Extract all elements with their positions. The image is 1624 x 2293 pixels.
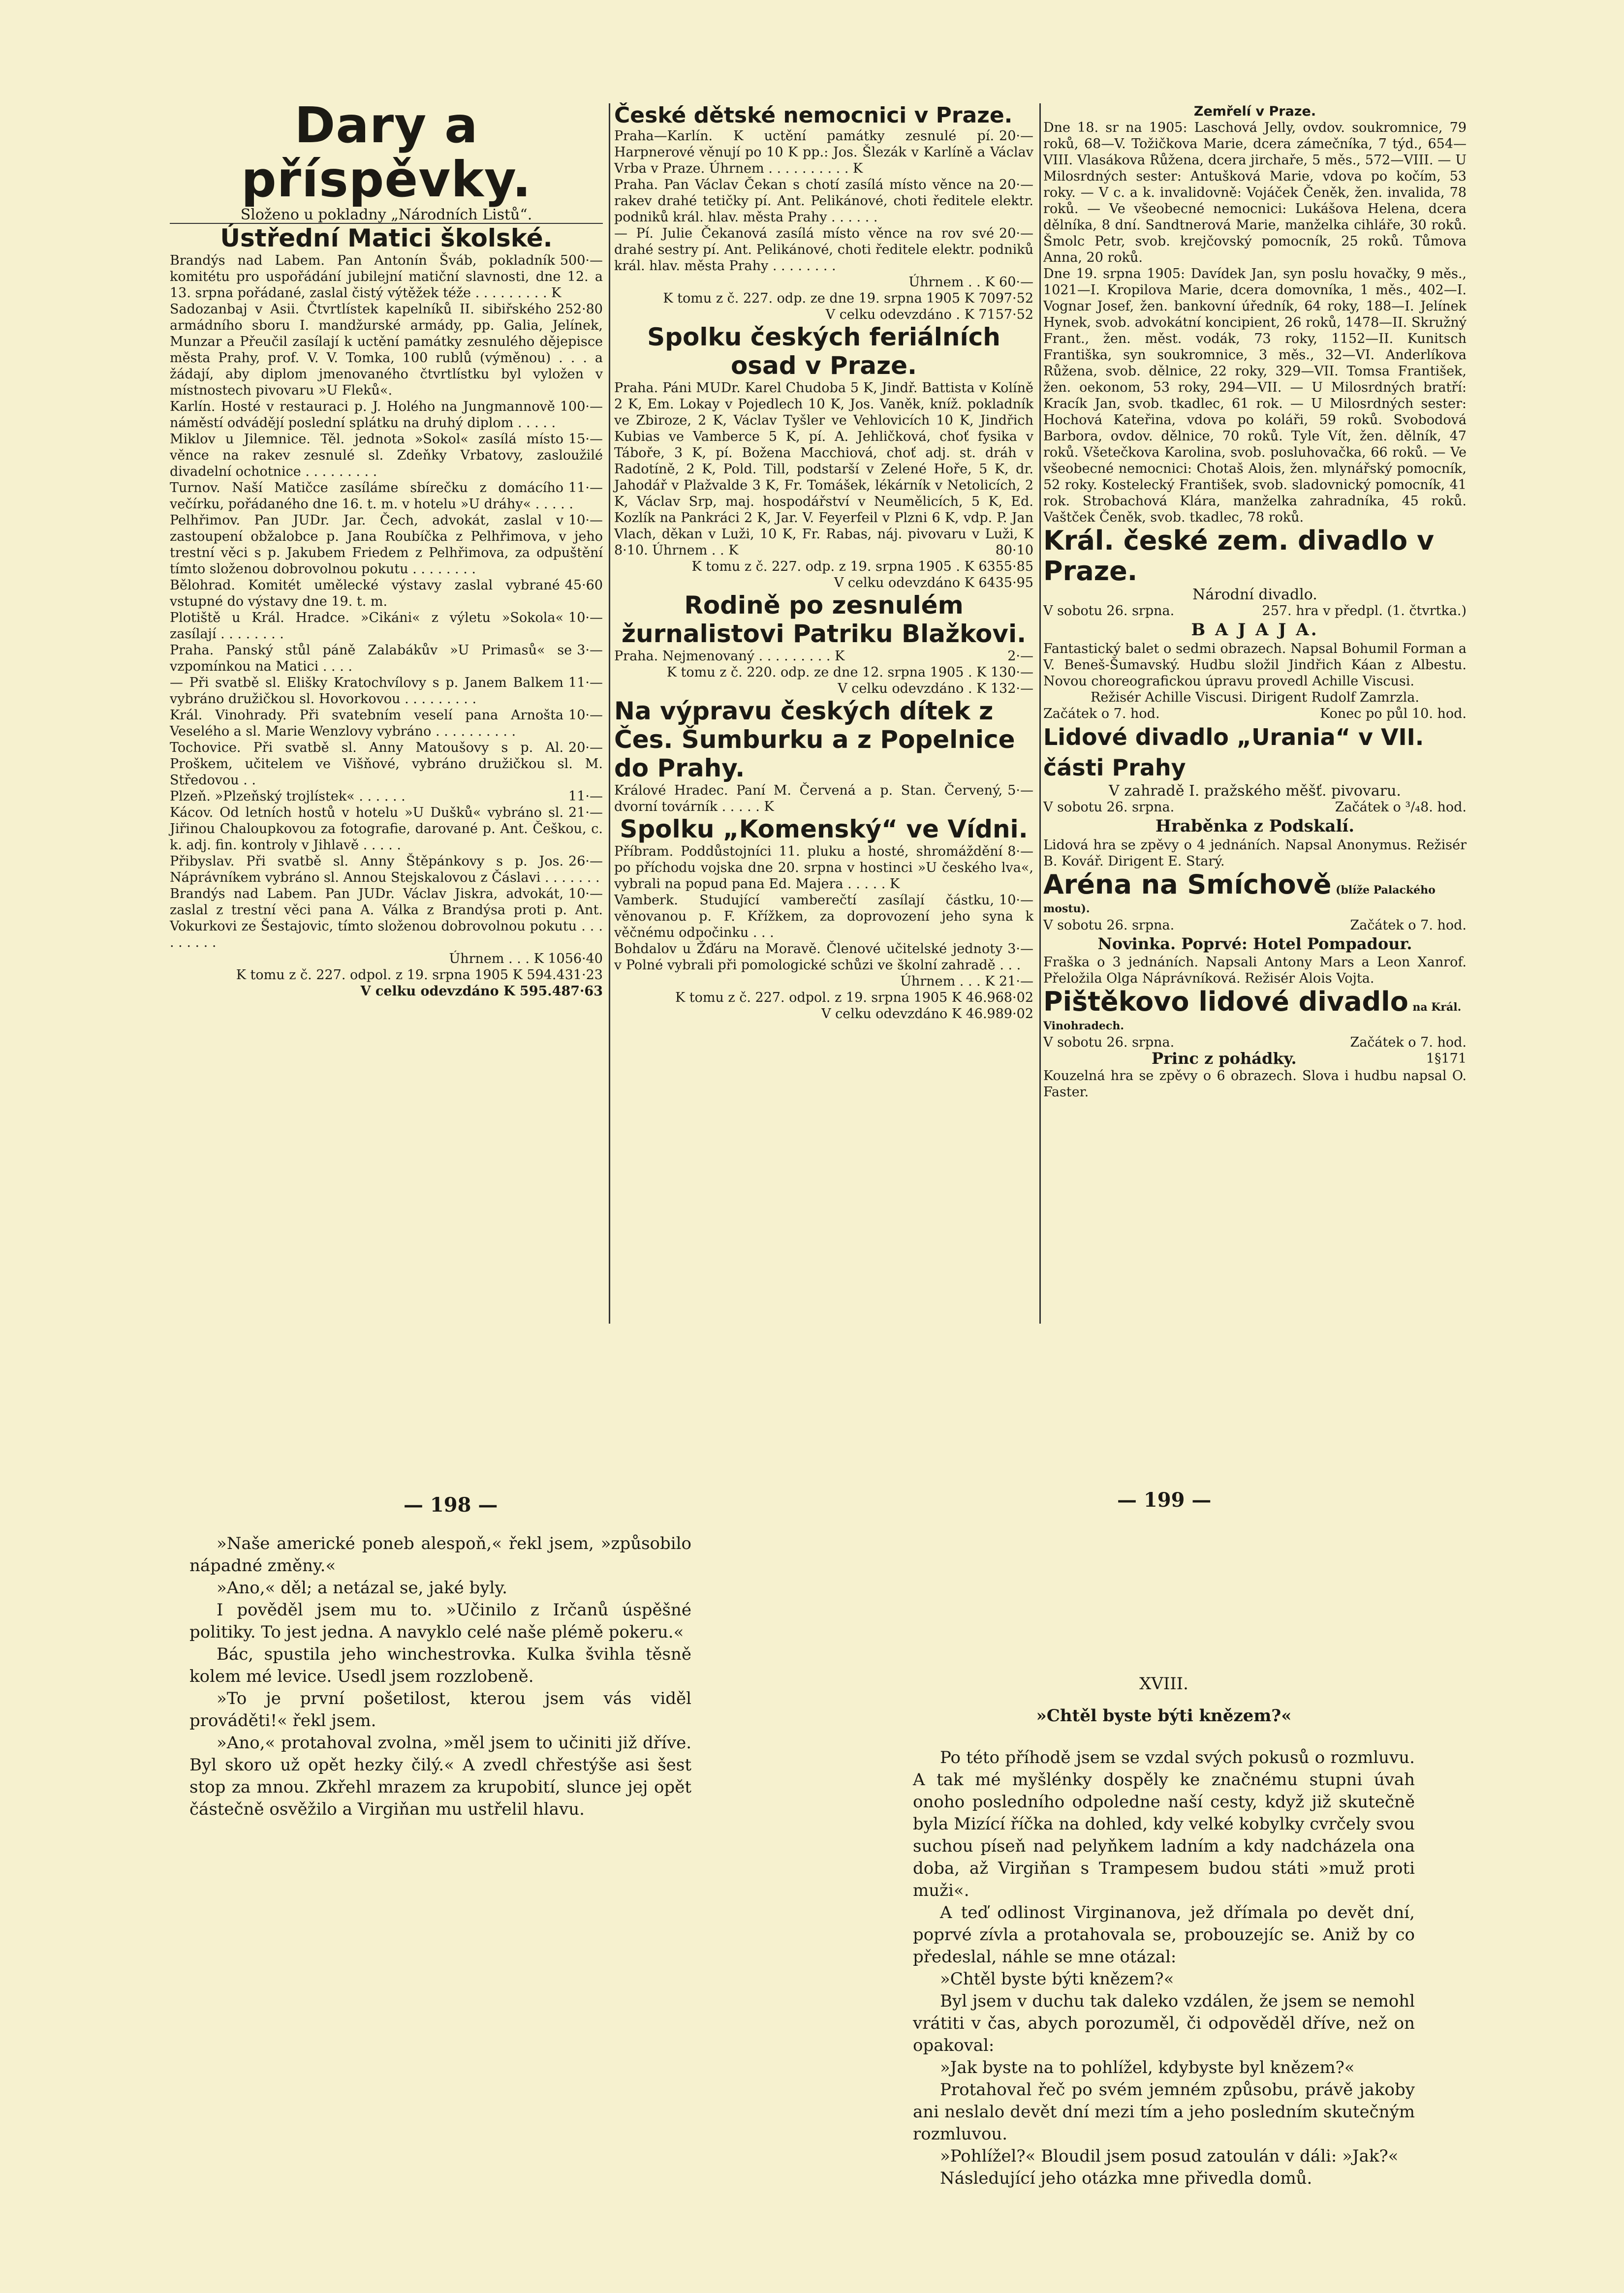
item-text: Miklov u Jilemnice. Těl. jednota »Sokol« zasílá místo věnce na rakev zesnulé sl. Zdeňky Vrbatovy, zasloužilé divadelní ochotnice . . . . . . . . . — [170, 432, 603, 479]
item-text: — Pí. Julie Čekanová zasílá místo věnce na rov své drahé sestry pí. Ant. Pelikánové, choti ředitele elektr. podniků král. hlav. města Prahy . . . . . . . . — [614, 226, 1033, 274]
play-title: Princ z pohádky. — [1152, 1049, 1297, 1068]
item-text: Pelhřimov. Pan JUDr. Jar. Čech, advokát, zaslal v zastoupení obžalobce p. Jana Roubíčka z Pelhřimova, v jeho trestní věci s p. Jakubem Friedem z Pelhřimova, za odpuštění tímto složenou dobrovolnou pokutu . . . . . . . . — [170, 513, 603, 577]
book-paragraph: A teď odlinost Virginanova, jež dřímala po devět dní, poprvé zívla a protahovala se, probouzejíc se. Aniž by co předeslal, náhle se mne otázal: — [913, 1903, 1415, 1967]
list-item — [614, 892, 1033, 941]
list-item — [170, 788, 603, 805]
play-credits: Režisér Achille Viscusi. Dirigent Rudolf Zamrzla. — [1091, 690, 1419, 705]
grand-total: V celku odevzdáno . K 132·— — [838, 681, 1033, 696]
item-text: Brandýs nad Labem. Pan JUDr. Václav Jiskra, advokát, zaslal z trestní věci pana A. Válka z Brandýsa proti p. Ant. Vokurkovi ze Šestajovic, tímto složenou dobrovolnou pokutu . . . . . . . . . — [170, 886, 603, 950]
item-text: Praha. Pan Václav Čekan s chotí zasílá místo věnce na rakev drahé tetičky pí. Ant. Pelikánové, choti ředitele elektr. podniků král. hlav. města Prahy . . . . . . — [614, 177, 1033, 225]
book-page-left — [189, 1533, 691, 1821]
item-text: Praha. Panský stůl páně Zalabákův »U Primasů« se vzpomínkou na Matici . . . . — [170, 643, 572, 674]
performance-number: 257. hra v předpl. (1. čtvrtka.) — [1262, 603, 1467, 619]
list-item — [170, 675, 603, 707]
column-divider-left — [609, 103, 610, 1324]
item-amount: 500·— — [560, 253, 603, 268]
play-description: Fantastický balet o sedmi obrazech. Napsal Bohumil Forman a V. Beneš-Šumavský. Hudbu složil Jindřich Káan z Albestu. Novou choreografickou úpravu provedl Achille Viscusi. — [1043, 641, 1467, 689]
donations-title: Dary a příspěvky. — [241, 96, 531, 208]
performance-date: V sobotu 26. srpna. — [1043, 918, 1175, 933]
column-divider-right — [1039, 103, 1041, 1324]
theatre-heading-row — [1043, 869, 1467, 917]
item-text: Praha. Nejmenovaný . . . . . . . . . K — [614, 649, 845, 664]
grand-total: V celku odevzdáno K 46.989·02 — [821, 1006, 1033, 1022]
total-line: Úhrnem . . K 60·— — [908, 275, 1033, 290]
theatre-note: na Král. Vinohradech. — [1043, 1001, 1462, 1032]
book-paragraph: Následující jeho otázka mne přivedla domů. — [940, 2169, 1312, 2188]
item-amount: 3·— — [577, 643, 603, 658]
play-row — [1043, 1051, 1467, 1068]
book-paragraph: »Pohlížel?« Bloudil jsem posud zatoulán v dáli: »Jak?« — [940, 2146, 1399, 2166]
book-paragraph: »Ano,« protahoval zvolna, »měl jsem to učiniti již dříve. Byl skoro už opět hezky čilý.« A zvedl chřestýše asi šest stop za mnou. Zkřehl mrazem za krupobití, slunce jej opět částečně osvěžilo a Virgiňan mu ustřelil hlavu. — [189, 1733, 691, 1819]
item-amount: 20·— — [999, 128, 1033, 144]
list-item — [170, 610, 603, 642]
performance-number: 1§171 — [1426, 1051, 1467, 1066]
item-amount: 45·60 — [564, 578, 603, 593]
item-text: Král. Vinohrady. Při svatebním veselí pana Arnošta Veselého a sl. Marie Wenzlovy vybráno . . . . . . . . . . — [170, 708, 564, 739]
play-description: Fraška o 3 jednáních. Napsali Antony Mars a Leon Xanrof. Přeložila Olga Náprávníková. Režisér Alois Vojta. — [1043, 955, 1467, 986]
item-amount: 10·— — [568, 610, 603, 625]
chapter-number: XVIII. — [1139, 1674, 1188, 1694]
item-text: Přibyslav. Při svatbě sl. Anny Štěpánkovy s p. Jos. Náprávníkem vybráno sl. Annou Stejskalovou z Čáslavi . . . . . . . — [170, 854, 600, 885]
end-time: Konec po půl 10. hod. — [1320, 706, 1467, 721]
donations-subtitle: Složeno u pokladny „Národních Listů“. — [240, 206, 532, 223]
section-title: Ústřední Matici školské. — [220, 224, 553, 252]
page-number: — 199 — — [1117, 1488, 1212, 1512]
list-item — [614, 225, 1033, 274]
theatre-title: Pištěkovo lidové divadlo — [1043, 986, 1408, 1017]
item-amount: 10·— — [568, 708, 603, 723]
play-description: Kouzelná hra se zpěvy o 6 obrazech. Slova i hudbu napsal O. Faster. — [1043, 1068, 1467, 1100]
book-paragraph: »Jak byste na to pohlížel, kdybyste byl knězem?« — [940, 2058, 1355, 2077]
item-text: Plotiště u Král. Hradce. »Cikáni« z výletu »Sokola« zasílají . . . . . . . . — [170, 610, 564, 642]
section-title: Zemřelí v Praze. — [1193, 104, 1316, 119]
item-text: Tochovice. Při svatbě sl. Anny Matoušovy s p. Al. Proškem, učitelem ve Višňové, vybráno družičkou sl. M. Středovou . . — [170, 740, 603, 788]
item-text: Brandýs nad Labem. Pan Antonín Šváb, pokladník komitétu pro uspořádání jubilejní matiční slavnosti, dne 12. a 13. srpna pořádané, zaslal čistý výtěžek téže . . . . . . . . . K — [170, 253, 603, 301]
list-item — [614, 177, 1033, 225]
book-paragraph: »Ano,« děl; a netázal se, jaké byly. — [217, 1578, 507, 1598]
carry-line: K tomu z č. 227. odpol. z 19. srpna 1905 K 46.968·02 — [675, 990, 1033, 1005]
list-item — [614, 782, 1033, 815]
grand-total: V celku odevzdáno K 6435·95 — [834, 575, 1033, 590]
item-amount: 26·— — [568, 854, 603, 869]
list-item — [170, 301, 603, 399]
theatre-date-row — [1043, 603, 1467, 619]
play-title: Novinka. Poprvé: Hotel Pompadour. — [1097, 934, 1412, 953]
item-amount: 100·— — [560, 399, 603, 414]
list-item — [170, 480, 603, 512]
theatre-subtitle: Národní divadlo. — [1192, 586, 1317, 603]
list-item — [170, 707, 603, 740]
right-column — [1043, 103, 1467, 1100]
theatre-title: Lidové divadlo „Urania“ v VII. části Prahy — [1043, 724, 1424, 781]
obituary-paragraph: Dne 19. srpna 1905: Davídek Jan, syn poslu hovačky, 9 měs., 1021—I. Kropilova Marie, dcera domovníka, 1 měs., 402—I. Vognar Josef, žen. bankovní úředník, 64 roky, 188—I. Jelínek Hynek, svob. advokátní koncipient, 26 roků, 1478—II. Skružný Frant., žen. měst. vodák, 73 roky, 1152—II. Kunitsch Františka, syn soukromnice, 3 měs., 32—VI. Anderlíkova Růžena, svob. dělnice, 22 roky, 329—VII. Tomsa František, žen. oekonom, 53 roky, 294—VII. — U Milosrdných bratří: Kracík Jan, svob. tkadlec, 61 rok. — U Milosrdných sester: Hochová Kateřina, vdova po koláři, 59 roků. Svobodová Barbora, ovdov. dělnice, 70 roků. Tyle Vít, žen. dělník, 47 roků. Všetečkova Karolina, svob. posluhovačka, 66 roků. — Ve všeobecné nemocnici: Chotaš Alois, žen. mlynářský pomocník, 52 roky. Kostelecký František, svob. sladovnický pomocník, 41 rok. Strobachová Klára, manželka zahradníka, 45 roků. Vaštček Čeněk, svob. tkadlec, 78 roků. — [1043, 266, 1467, 525]
book-paragraph: Byl jsem v duchu tak daleko vzdálen, že jsem se nemohl vrátiti v čas, abych porozuměl, či odpověděl dříve, než on opakoval: — [913, 1991, 1415, 2055]
list-item — [170, 740, 603, 788]
book-paragraph: I pověděl jsem mu to. »Učinilo z Irčanů úspěšné politiky. To jest jedna. A navyklo celé naše plémě pokeru.« — [189, 1600, 691, 1642]
item-amount: 11·— — [568, 789, 603, 804]
item-amount: 10·— — [568, 886, 603, 901]
item-amount: 3·— — [1007, 941, 1033, 957]
item-amount: 21·— — [568, 805, 603, 820]
obituary-paragraph: Dne 18. sr na 1905: Laschová Jelly, ovdov. soukromnice, 79 roků, 68—V. Tožičkova Marie, dcera zámečníka, 7 týd., 654—VIII. Vlasákova Růžena, dcera jirchaře, 5 měs., 572—VIII. — U Milosrdných sester: Antušková Marie, vdova po kočím, 53 roky. — V c. a k. invalidovně: Vojáček Čeněk, žen. invalida, 78 roků. — Ve všeobecné nemocnici: Lukášova Helena, dcera dělníka, 8 dní. Sandtnerová Marie, manželka cihláře, 30 roků. Šmolc Petr, svob. krejčovský pomocník, 25 roků. Tůmova Anna, 20 roků. — [1043, 120, 1467, 265]
item-amount: 10·— — [568, 513, 603, 528]
item-text: — Při svatbě sl. Elišky Kratochvílovy s p. Janem Balkem vybráno družičkou sl. Hovorkovou . . . . . . . . . — [170, 675, 564, 707]
list-item — [614, 843, 1033, 892]
item-amount: 252·80 — [556, 302, 603, 317]
time-row — [1043, 799, 1467, 815]
item-amount: 80·10 — [995, 543, 1033, 558]
play-title: Hraběnka z Podskalí. — [1155, 816, 1355, 836]
section-title: Spolku českých feriálních osad v Praze. — [647, 323, 1000, 380]
item-text: Kácov. Od letních hostů v hotelu »U Dušků« vybráno sl. Jiřinou Chaloupkovou za fotografie, darované p. Ant. Češkou, c. k. adj. fin. kontroly v Jihlavě . . . . . — [170, 805, 603, 853]
section-title: Rodině po zesnulém žurnalistovi Patriku Blažkovi. — [621, 591, 1027, 648]
item-amount: 2·— — [1007, 649, 1033, 664]
carry-line: K tomu z č. 227. odpol. z 19. srpna 1905 K 594.431·23 — [236, 967, 603, 983]
list-item — [614, 128, 1033, 177]
middle-column — [614, 103, 1033, 1022]
time-row — [1043, 917, 1467, 933]
list-item — [170, 577, 603, 610]
time-row — [1043, 706, 1467, 722]
grand-total: V celku odevzdáno K 595.487·63 — [360, 984, 603, 999]
time-row — [1043, 1034, 1467, 1051]
theatre-subtitle: V zahradě I. pražského měšť. pivovaru. — [1109, 782, 1401, 800]
item-text: Turnov. Naší Matičce zasíláme sbírečku z domácího večírku, pořádaného dne 16. t. m. v hotelu »U dráhy« . . . . . — [170, 480, 573, 512]
performance-date: V sobotu 26. srpna. — [1043, 800, 1175, 815]
list-item — [614, 648, 1033, 664]
section-title: Na výpravu českých dítek z Čes. Šumburku a z Popelnice do Prahy. — [614, 697, 1015, 782]
book-paragraph: Protahoval řeč po svém jemném způsobu, právě jakoby ani neslalo devět dní mezi tím a jeho posledním skutečným rozmluvou. — [913, 2080, 1415, 2144]
carry-line: K tomu z č. 220. odp. ze dne 12. srpna 1905 . K 130·— — [666, 665, 1033, 680]
book-paragraph: »To je první pošetilost, kterou jsem vás viděl prováděti!« řekl jsem. — [189, 1689, 691, 1731]
start-time: Začátek o ³/₄8. hod. — [1335, 800, 1467, 815]
item-amount: 20·— — [999, 177, 1033, 192]
start-time: Začátek o 7. hod. — [1043, 706, 1160, 721]
book-paragraph: »Chtěl byste býti knězem?« — [940, 1969, 1174, 1989]
item-text: Králové Hradec. Paní M. Červená a p. Stan. Červený, dvorní továrník . . . . . K — [614, 783, 1003, 814]
item-text: Praha—Karlín. K uctění památky zesnulé pí. Harpnerové věnují po 10 K pp.: Jos. Šlezák v Karlíně a Václav Vrba v Praze. Úhrnem . . . . . . . . . . K — [614, 128, 1033, 176]
item-amount: 20·— — [568, 740, 603, 755]
section-title: České dětské nemocnici v Praze. — [614, 103, 1013, 128]
item-text: Praha. Páni MUDr. Karel Chudoba 5 K, Jindř. Battista v Kolíně 2 K, Em. Lokay v Pojedlech 10 K, Jos. Vaněk, kníž. pokladník ve Zbiroze, 2 K, Václav Tyšler ve Vehlovicích 10 K, Jindřich Kubias ve Vamberce 5 K, pí. A. Jehličková, choť fysika v Táboře, 3 K, pí. Božena Macchiová, choť adj. st. dráh v Radotíně, 2 K, Pold. Till, podstarší v Zelené Hoře, 5 K, dr. Jahodář v Plažvalde 3 K, Fr. Tomášek, lékárník v Netolicích, 2 K, Václav Srp, maj. hospodářství v Neumělicích, 5 K, Ed. Kozlík na Pankráci 2 K, Jar. V. Feyerfeil v Plzni 6 K, vdp. P. Jan Vlach, děkan v Luži, 10 K, Fr. Rabas, náj. pivovaru v Luži, K 8·10. Úhrnem . . K — [614, 380, 1033, 558]
item-amount: 8·— — [1007, 844, 1033, 859]
item-text: Sadozanbaj v Asii. Čtvrtlístek kapelníků II. sibiřského armádního sboru I. mandžurské armády, pp. Galia, Jelínek, Munzar a Přeučil zasílají k uctění památky zesnulého dějepisce města Prahy, prof. V. V. Tomka, 100 rublů (výměnou) . . . a žádají, aby diplom jmenovaného čtvrtlístku byl vyložen v místnostech pivovaru »U Fleků«. — [170, 302, 603, 398]
item-amount: 11·— — [568, 675, 603, 690]
theatre-title: Aréna na Smíchově — [1043, 869, 1332, 900]
theatre-note: (blíže Palackého mostu). — [1043, 884, 1436, 915]
list-item — [170, 512, 603, 577]
item-amount: 10·— — [999, 893, 1033, 908]
list-item — [614, 380, 1033, 558]
item-text: Bělohrad. Komitét umělecké výstavy zaslal vybrané vstupné do výstavy dne 19. t. m. — [170, 578, 560, 609]
total-line: Úhrnem . . . K 1056·40 — [449, 951, 603, 966]
book-paragraph: »Naše americké poneb alespoň,« řekl jsem, »způsobilo nápadné změny.« — [189, 1534, 691, 1576]
list-item — [170, 431, 603, 480]
list-item — [170, 805, 603, 853]
item-amount: 11·— — [568, 480, 603, 496]
item-text: Vamberk. Studující vamberečtí zasílají částku, věnovanou p. F. Křížkem, za doprovození jeho syna k věčnému odpočinku . . . — [614, 893, 1033, 940]
list-item — [614, 941, 1033, 973]
item-amount: 20·— — [999, 226, 1033, 241]
theatre-title: Král. české zem. divadlo v Praze. — [1043, 525, 1435, 587]
carry-line: K tomu z č. 227. odp. ze dne 19. srpna 1905 K 7097·52 — [663, 291, 1033, 306]
item-text: Příbram. Poddůstojníci 11. pluku a hosté, shromáždění po příchodu vojska dne 20. srpna v hostinci »U českého lva«, vybrali na popud pana Ed. Majera . . . . . K — [614, 844, 1033, 892]
list-item — [170, 886, 603, 951]
start-time: Začátek o 7. hod. — [1350, 1035, 1467, 1050]
section-title: Spolku „Komenský“ ve Vídni. — [620, 815, 1028, 843]
performance-date: V sobotu 26. srpna. — [1043, 1035, 1175, 1050]
list-item — [170, 399, 603, 431]
item-text: Bohdalov u Žďáru na Moravě. Členové učitelské jednoty v Polné vybrali při pomologické schůzi ve školní zahradě . . . — [614, 941, 1021, 973]
theatre-heading-row — [1043, 987, 1467, 1034]
item-text: Plzeň. »Plzeňský trojlístek« . . . . . . — [170, 789, 406, 804]
play-title: B A J A J A. — [1191, 620, 1319, 640]
item-amount: 5·— — [1007, 783, 1033, 798]
donations-column — [170, 98, 603, 999]
book-page-right — [913, 1673, 1415, 2190]
play-description: Lidová hra se zpěvy o 4 jednáních. Napsal Anonymus. Režisér B. Kovář. Dirigent E. Starý. — [1043, 837, 1467, 869]
book-paragraph: Po této příhodě jsem se vzdal svých pokusů o rozmluvu. A tak mé myšlénky dospěly ke značnému stupni úvah onoho posledního odpoledne naší cesty, když již skutečně byla Mizící říčka na dohled, kdy velké kobylky cvrčely svou suchou píseň nad pelyňkem ladním a kdy nadcházela ona doba, až Virgiňan s Trampesem budou státi »muž proti muži«. — [913, 1748, 1415, 1900]
list-item — [170, 642, 603, 675]
list-item — [170, 252, 603, 301]
performance-date: V sobotu 26. srpna. — [1043, 603, 1175, 619]
item-text: Karlín. Hosté v restauraci p. J. Holého na Jungmannově náměstí odvádějí poslední splátku na druhý diplom . . . . . — [170, 399, 556, 431]
book-paragraph: Bác, spustila jeho winchestrovka. Kulka švihla těsně kolem mé levice. Usedl jsem rozzlobeně. — [189, 1644, 691, 1686]
item-amount: 15·— — [568, 432, 603, 447]
page-number: — 198 — — [404, 1493, 498, 1517]
chapter-title: »Chtěl byste býti knězem?« — [1036, 1706, 1292, 1726]
carry-line: K tomu z č. 227. odp. z 19. srpna 1905 . K 6355·85 — [691, 559, 1033, 574]
list-item — [170, 853, 603, 886]
total-line: Úhrnem . . . K 21·— — [900, 974, 1033, 989]
start-time: Začátek o 7. hod. — [1350, 918, 1467, 933]
grand-total: V celku odevzdáno . K 7157·52 — [825, 307, 1033, 322]
